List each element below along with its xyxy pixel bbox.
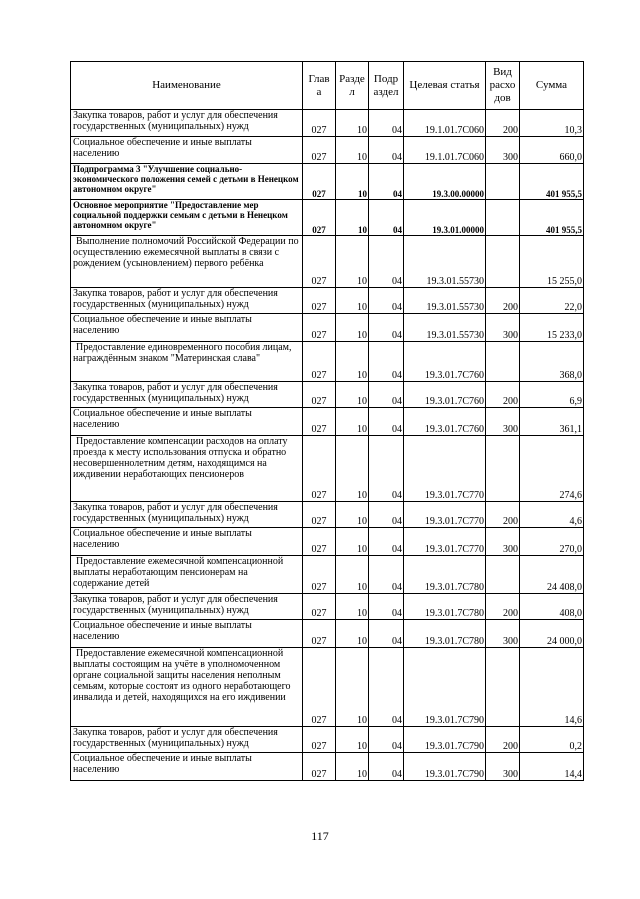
cell-razdel: 10 — [336, 528, 369, 556]
cell-glava: 027 — [303, 342, 336, 382]
cell-target-article: 19.3.01.7С760 — [404, 408, 486, 436]
cell-name: Социальное обеспечение и иные выплаты населению — [71, 137, 303, 164]
table-row — [71, 288, 584, 314]
cell-razdel: 10 — [336, 594, 369, 620]
cell-sum: 24 000,0 — [520, 620, 584, 648]
cell-name: Предоставление компенсации расходов на оплату проезда к месту использования отпуска и обратно несовершеннолетним детям, находящимся на иждивении неработающих пенсионеров — [71, 436, 303, 502]
cell-target-article: 19.3.01.7С780 — [404, 620, 486, 648]
cell-razdel: 10 — [336, 382, 369, 408]
cell-podrazdel: 04 — [369, 436, 404, 502]
header-row — [71, 62, 584, 110]
cell-podrazdel: 04 — [369, 236, 404, 288]
cell-glava: 027 — [303, 753, 336, 781]
cell-name: Закупка товаров, работ и услуг для обеспечения государственных (муниципальных) нужд — [71, 594, 303, 620]
cell-name: Предоставление ежемесячной компенсационной выплаты неработающим пенсионерам на содержание детей — [71, 556, 303, 594]
header-razdel: Разде л — [336, 62, 369, 110]
cell-sum: 4,6 — [520, 502, 584, 528]
cell-podrazdel: 04 — [369, 314, 404, 342]
cell-razdel: 10 — [336, 727, 369, 753]
table-row — [71, 342, 584, 382]
cell-sum: 24 408,0 — [520, 556, 584, 594]
cell-razdel: 10 — [336, 314, 369, 342]
table-row — [71, 200, 584, 236]
cell-expense-type: 300 — [486, 408, 520, 436]
cell-podrazdel: 04 — [369, 528, 404, 556]
cell-glava: 027 — [303, 648, 336, 727]
cell-name: Социальное обеспечение и иные выплаты населению — [71, 408, 303, 436]
cell-expense-type: 300 — [486, 314, 520, 342]
cell-expense-type: 200 — [486, 110, 520, 137]
cell-sum: 15 233,0 — [520, 314, 584, 342]
cell-expense-type: 200 — [486, 594, 520, 620]
table-body — [71, 110, 584, 781]
cell-glava: 027 — [303, 200, 336, 236]
table-row — [71, 408, 584, 436]
cell-glava: 027 — [303, 528, 336, 556]
cell-name: Социальное обеспечение и иные выплаты населению — [71, 528, 303, 556]
cell-target-article: 19.1.01.7С060 — [404, 110, 486, 137]
cell-expense-type: 300 — [486, 620, 520, 648]
table-row — [71, 556, 584, 594]
cell-expense-type: 200 — [486, 382, 520, 408]
header-target-article: Целевая статья — [404, 62, 486, 110]
cell-glava: 027 — [303, 436, 336, 502]
cell-razdel: 10 — [336, 200, 369, 236]
cell-sum: 408,0 — [520, 594, 584, 620]
cell-name: Закупка товаров, работ и услуг для обеспечения государственных (муниципальных) нужд — [71, 110, 303, 137]
cell-razdel: 10 — [336, 556, 369, 594]
cell-target-article: 19.3.01.7С760 — [404, 382, 486, 408]
cell-target-article: 19.3.01.7С780 — [404, 556, 486, 594]
cell-target-article: 19.3.01.7С760 — [404, 342, 486, 382]
cell-expense-type: 300 — [486, 528, 520, 556]
table-row — [71, 727, 584, 753]
table-row — [71, 528, 584, 556]
cell-glava: 027 — [303, 314, 336, 342]
table-row — [71, 137, 584, 164]
cell-target-article: 19.3.01.7С790 — [404, 727, 486, 753]
header-sum: Сумма — [520, 62, 584, 110]
cell-sum: 270,0 — [520, 528, 584, 556]
cell-glava: 027 — [303, 556, 336, 594]
cell-expense-type — [486, 236, 520, 288]
table-row — [71, 620, 584, 648]
cell-podrazdel: 04 — [369, 727, 404, 753]
cell-podrazdel: 04 — [369, 288, 404, 314]
cell-glava: 027 — [303, 727, 336, 753]
cell-podrazdel: 04 — [369, 137, 404, 164]
cell-glava: 027 — [303, 110, 336, 137]
cell-razdel: 10 — [336, 110, 369, 137]
cell-expense-type — [486, 164, 520, 200]
cell-expense-type — [486, 556, 520, 594]
cell-glava: 027 — [303, 382, 336, 408]
budget-table — [70, 61, 584, 781]
cell-name: Социальное обеспечение и иные выплаты населению — [71, 753, 303, 781]
cell-podrazdel: 04 — [369, 556, 404, 594]
header-podrazdel: Подр аздел — [369, 62, 404, 110]
cell-target-article: 19.3.01.7С790 — [404, 648, 486, 727]
cell-sum: 15 255,0 — [520, 236, 584, 288]
cell-expense-type — [486, 648, 520, 727]
cell-name: Закупка товаров, работ и услуг для обеспечения государственных (муниципальных) нужд — [71, 382, 303, 408]
cell-target-article: 19.3.01.7С770 — [404, 502, 486, 528]
cell-target-article: 19.3.00.00000 — [404, 164, 486, 200]
cell-name: Предоставление ежемесячной компенсационной выплаты состоящим на учёте в уполномоченном органе социальной защиты населения неполным семьям, которые состоят из одного неработающего инвалида и детей, находящихся на его иждивении — [71, 648, 303, 727]
cell-razdel: 10 — [336, 502, 369, 528]
cell-podrazdel: 04 — [369, 110, 404, 137]
cell-expense-type: 200 — [486, 288, 520, 314]
cell-podrazdel: 04 — [369, 164, 404, 200]
cell-razdel: 10 — [336, 436, 369, 502]
cell-name: Закупка товаров, работ и услуг для обеспечения государственных (муниципальных) нужд — [71, 727, 303, 753]
cell-target-article: 19.3.01.7С770 — [404, 528, 486, 556]
cell-podrazdel: 04 — [369, 594, 404, 620]
cell-razdel: 10 — [336, 236, 369, 288]
cell-podrazdel: 04 — [369, 342, 404, 382]
cell-razdel: 10 — [336, 137, 369, 164]
cell-expense-type — [486, 200, 520, 236]
cell-glava: 027 — [303, 288, 336, 314]
cell-expense-type: 200 — [486, 727, 520, 753]
cell-target-article: 19.3.01.55730 — [404, 314, 486, 342]
cell-name: Предоставление единовременного пособия лицам, награждённым знаком "Материнская слава" — [71, 342, 303, 382]
cell-sum: 660,0 — [520, 137, 584, 164]
cell-name: Подпрограмма 3 "Улучшение социально-экономического положения семей с детьми в Ненецком автономном округе" — [71, 164, 303, 200]
cell-razdel: 10 — [336, 620, 369, 648]
cell-razdel: 10 — [336, 648, 369, 727]
cell-sum: 401 955,5 — [520, 200, 584, 236]
cell-podrazdel: 04 — [369, 200, 404, 236]
cell-glava: 027 — [303, 408, 336, 436]
header-name: Наименование — [71, 62, 303, 110]
cell-sum: 368,0 — [520, 342, 584, 382]
cell-name: Выполнение полномочий Российской Федерации по осуществлению ежемесячной выплаты в связи с рождением (усыновлением) первого ребёнка — [71, 236, 303, 288]
cell-glava: 027 — [303, 164, 336, 200]
cell-podrazdel: 04 — [369, 620, 404, 648]
table-row — [71, 382, 584, 408]
cell-sum: 14,6 — [520, 648, 584, 727]
cell-podrazdel: 04 — [369, 502, 404, 528]
cell-target-article: 19.3.01.7С770 — [404, 436, 486, 502]
cell-glava: 027 — [303, 137, 336, 164]
cell-glava: 027 — [303, 502, 336, 528]
table-row — [71, 314, 584, 342]
cell-podrazdel: 04 — [369, 648, 404, 727]
table-row — [71, 594, 584, 620]
cell-sum: 401 955,5 — [520, 164, 584, 200]
cell-expense-type — [486, 436, 520, 502]
cell-name: Закупка товаров, работ и услуг для обеспечения государственных (муниципальных) нужд — [71, 288, 303, 314]
cell-sum: 22,0 — [520, 288, 584, 314]
cell-name: Основное мероприятие "Предоставление мер социальной поддержки семьям с детьми в Ненецком автономном округе" — [71, 200, 303, 236]
cell-podrazdel: 04 — [369, 408, 404, 436]
cell-name: Закупка товаров, работ и услуг для обеспечения государственных (муниципальных) нужд — [71, 502, 303, 528]
cell-target-article: 19.3.01.7С790 — [404, 753, 486, 781]
cell-sum: 6,9 — [520, 382, 584, 408]
cell-target-article: 19.3.01.55730 — [404, 236, 486, 288]
page-number: 117 — [311, 829, 329, 843]
cell-expense-type: 300 — [486, 753, 520, 781]
cell-target-article: 19.3.01.55730 — [404, 288, 486, 314]
cell-podrazdel: 04 — [369, 753, 404, 781]
cell-razdel: 10 — [336, 164, 369, 200]
cell-sum: 274,6 — [520, 436, 584, 502]
cell-expense-type: 200 — [486, 502, 520, 528]
cell-glava: 027 — [303, 620, 336, 648]
header-expense-type: Вид расхо дов — [486, 62, 520, 110]
cell-expense-type: 300 — [486, 137, 520, 164]
cell-name: Социальное обеспечение и иные выплаты населению — [71, 620, 303, 648]
cell-name: Социальное обеспечение и иные выплаты населению — [71, 314, 303, 342]
table-row — [71, 436, 584, 502]
cell-razdel: 10 — [336, 408, 369, 436]
table-row — [71, 110, 584, 137]
cell-sum: 10,3 — [520, 110, 584, 137]
cell-target-article: 19.3.01.00000 — [404, 200, 486, 236]
cell-podrazdel: 04 — [369, 382, 404, 408]
cell-razdel: 10 — [336, 342, 369, 382]
table-row — [71, 753, 584, 781]
table-row — [71, 502, 584, 528]
cell-razdel: 10 — [336, 753, 369, 781]
cell-target-article: 19.1.01.7С060 — [404, 137, 486, 164]
cell-expense-type — [486, 342, 520, 382]
cell-sum: 14,4 — [520, 753, 584, 781]
cell-razdel: 10 — [336, 288, 369, 314]
cell-glava: 027 — [303, 594, 336, 620]
cell-target-article: 19.3.01.7С780 — [404, 594, 486, 620]
cell-glava: 027 — [303, 236, 336, 288]
table-row — [71, 164, 584, 200]
header-glava: Глав а — [303, 62, 336, 110]
table-row — [71, 648, 584, 727]
table-row — [71, 236, 584, 288]
cell-sum: 0,2 — [520, 727, 584, 753]
cell-sum: 361,1 — [520, 408, 584, 436]
